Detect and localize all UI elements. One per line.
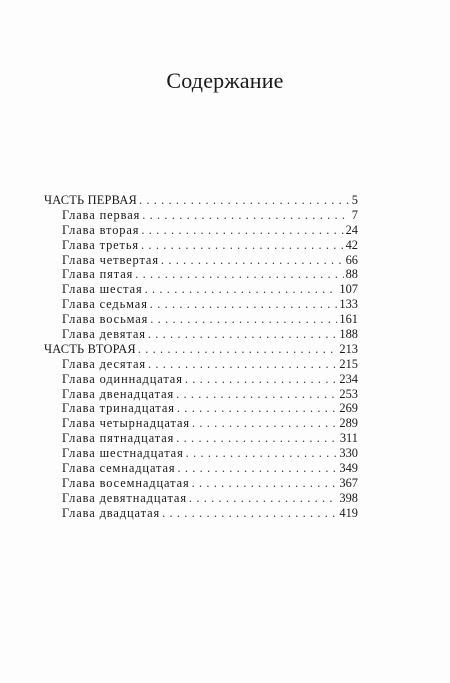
toc-entry-page: 133 [339,297,358,312]
dot-leader [185,372,338,387]
toc-entry-page: 215 [339,356,358,371]
toc-entry [44,208,358,223]
dot-leader [162,506,337,521]
dot-leader [141,223,343,238]
toc-entry [44,357,358,372]
dot-leader [176,431,338,446]
toc-entry-label: ЧАСТЬ ВТОРАЯ [44,341,136,356]
toc-entry-label: Глава восемнадцатая [62,475,190,490]
dot-leader [150,297,338,312]
dot-leader [138,342,338,357]
toc-entry-label: Глава тринадцатая [62,401,175,416]
toc-entry-label: Глава девятнадцатая [62,490,187,505]
toc-entry-label: Глава восьмая [62,312,149,327]
dot-leader [186,446,338,461]
table-of-contents [44,193,358,521]
toc-entry-page: 88 [345,267,358,282]
toc-entry-label: Глава двадцатая [62,505,161,520]
toc-entry-label: Глава одиннадцатая [62,371,183,386]
toc-entry [44,446,358,461]
toc-entry [44,387,358,402]
toc-entry-page: 330 [339,446,358,461]
toc-entry [44,297,358,312]
dot-leader [150,312,337,327]
toc-entry-page: 253 [339,386,358,401]
toc-entry [44,506,358,521]
toc-entry-page: 234 [339,371,358,386]
toc-entry [44,342,358,357]
toc-entry-label: Глава первая [62,207,141,222]
toc-entry-label: Глава десятая [62,356,146,371]
dot-leader [192,416,337,431]
toc-entry-label: Глава шестнадцатая [62,446,184,461]
toc-entry-label: Глава четвертая [62,252,159,267]
toc-entry-page: 213 [339,341,358,356]
dot-leader [141,238,344,253]
toc-entry [44,193,358,208]
toc-entry-label: Глава семнадцатая [62,461,176,476]
toc-entry-page: 419 [339,505,358,520]
toc-entry-page: 42 [345,237,358,252]
toc-entry-page: 349 [339,461,358,476]
toc-entry-label: Глава шестая [62,282,143,297]
toc-entry-label: Глава четырнадцатая [62,416,190,431]
toc-entry-label: Глава третья [62,237,140,252]
dot-leader [176,387,337,402]
dot-leader [192,476,338,491]
dot-leader [161,253,344,268]
dot-leader [145,282,338,297]
toc-entry [44,223,358,238]
dot-leader [142,208,350,223]
dot-leader [135,267,343,282]
toc-entry [44,431,358,446]
toc-entry-label: ЧАСТЬ ПЕРВАЯ [44,193,137,207]
toc-entry [44,416,358,431]
toc-entry-page: 24 [345,222,358,237]
toc-entry-page: 7 [351,207,358,222]
toc-entry-page: 289 [339,416,358,431]
page-title: Содержание [166,68,284,93]
dot-leader [148,357,337,372]
toc-entry-label: Глава вторая [62,222,140,237]
toc-entry-page: 188 [339,327,358,342]
toc-entry [44,461,358,476]
toc-entry-label: Глава седьмая [62,297,148,312]
toc-entry-page: 66 [345,252,358,267]
toc-entry [44,253,358,268]
toc-entry-label: Глава пятая [62,267,134,282]
toc-entry-page: 398 [339,490,358,505]
toc-entry [44,282,358,297]
toc-entry [44,491,358,506]
dot-leader [189,491,337,506]
toc-entry [44,327,358,342]
toc-entry-label: Глава двенадцатая [62,386,175,401]
dot-leader [148,327,338,342]
toc-entry-page: 367 [339,475,358,490]
toc-entry-label: Глава пятнадцатая [62,431,175,446]
toc-entry [44,476,358,491]
toc-entry [44,401,358,416]
dot-leader [178,461,338,476]
toc-entry-page: 5 [351,193,358,207]
toc-entry-page: 161 [339,312,358,327]
toc-entry-label: Глава девятая [62,327,146,342]
toc-entry-page: 311 [339,431,358,446]
toc-entry [44,312,358,327]
dot-leader [177,401,338,416]
toc-entry-page: 269 [339,401,358,416]
toc-entry-page: 107 [339,282,358,297]
toc-entry [44,267,358,282]
dot-leader [139,193,350,208]
toc-entry [44,238,358,253]
toc-entry [44,372,358,387]
